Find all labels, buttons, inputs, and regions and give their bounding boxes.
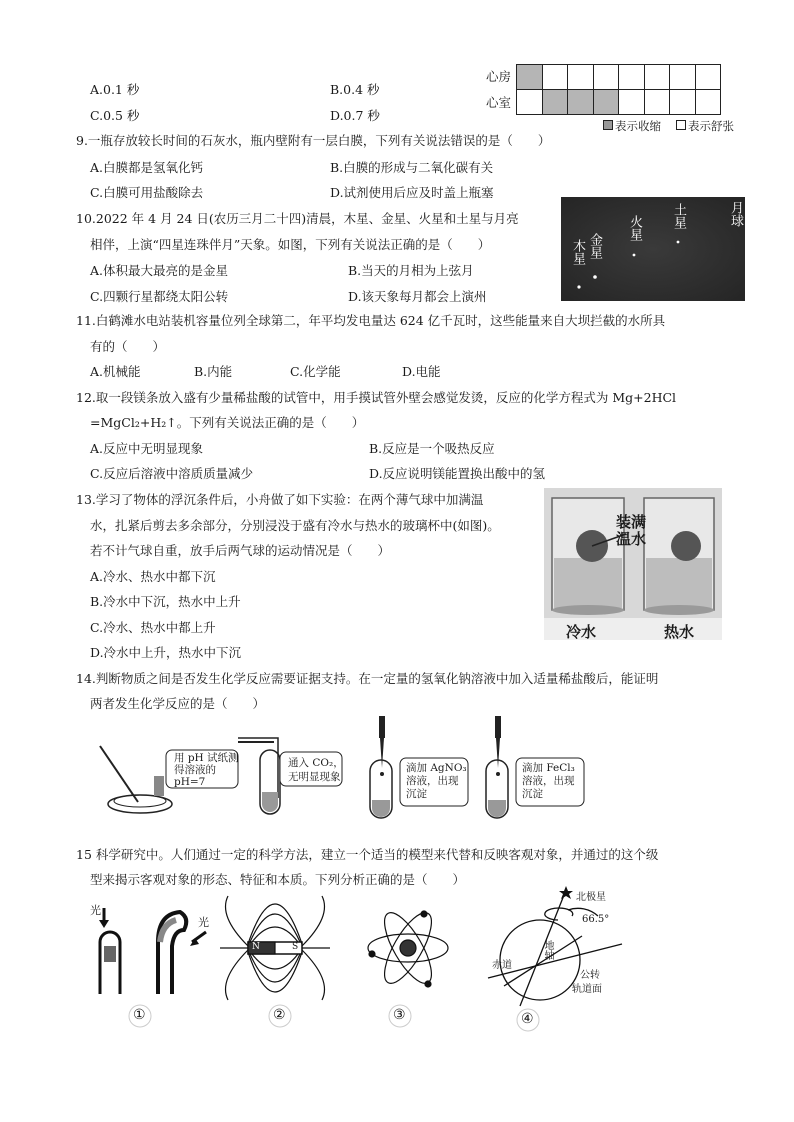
q15-label-orbit1: 公转 xyxy=(580,970,600,981)
heart-cycle-cell xyxy=(669,64,696,90)
q15-num-1: ① xyxy=(133,1007,146,1023)
q10-option-c: C.四颗行星都绕太阳公转 xyxy=(90,289,229,304)
label-mars: 火星 xyxy=(627,215,642,241)
q11-option-b: B.内能 xyxy=(194,364,233,379)
heart-cycle-cell xyxy=(516,89,543,115)
q15-stem-line2: 型来揭示客观对象的形态、特征和本质。下列分析正确的是（ ） xyxy=(90,872,466,887)
q15-models-figure xyxy=(88,884,628,1034)
label-hot-water: 热水 xyxy=(664,623,695,641)
heart-cycle-table xyxy=(516,64,721,114)
heart-cycle-cell xyxy=(644,89,671,115)
q11-stem-line1: 11.白鹤滩水电站装机容量位列全球第二，年平均发电量达 624 亿千瓦时，这些能量来自大坝拦截的水所具 xyxy=(76,313,666,328)
q12-stem-line2: =MgCl₂+H₂↑。下列有关说法正确的是（ ） xyxy=(90,415,365,430)
q15-label-orbit2: 轨道面 xyxy=(572,984,602,995)
q14-box3: 滴加 AgNO₃ 溶液，出现 沉淀 xyxy=(406,762,467,800)
q15-label-magnet-s: S xyxy=(292,942,299,952)
q11-stem-line2: 有的（ ） xyxy=(90,339,166,354)
heart-cycle-cell xyxy=(695,89,722,115)
heart-cycle-cell xyxy=(593,89,620,115)
q15-label-light2: 光 xyxy=(198,916,209,929)
q15-label-equator: 赤道 xyxy=(492,960,512,971)
hot-water-cup xyxy=(644,498,714,615)
q8-option-d: D.0.7 秒 xyxy=(330,108,380,123)
q15-label-axis: 地轴 xyxy=(542,940,553,960)
heart-cycle-cell xyxy=(567,64,594,90)
q12-option-b: B.反应是一个吸热反应 xyxy=(369,441,495,456)
label-cold-water: 冷水 xyxy=(566,623,597,641)
jupiter-dot xyxy=(577,285,580,288)
q12-stem-line1: 12.取一段镁条放入盛有少量稀盐酸的试管中，用手摸试管外壁会感觉发烫，反应的化学方程式为 Mg+2HCl xyxy=(76,390,677,405)
cold-water-cup xyxy=(552,498,624,615)
q10-option-b: B.当天的月相为上弦月 xyxy=(348,263,474,278)
bar-magnet-field xyxy=(220,896,330,1000)
heart-cycle-cell xyxy=(618,89,645,115)
heart-cycle-cell xyxy=(567,89,594,115)
q13-stem-line2: 水，扎紧后剪去多余部分，分别浸没于盛有冷水与热水的玻璃杯中(如图)。 xyxy=(90,518,500,533)
q8-option-b: B.0.4 秒 xyxy=(330,82,380,97)
q15-num-3: ③ xyxy=(393,1007,406,1023)
q13-option-d: D.冷水中上升，热水中下沉 xyxy=(90,645,242,660)
q8-option-a: A.0.1 秒 xyxy=(90,82,140,97)
q13-stem-line3: 若不计气球自重，放手后两气球的运动情况是（ ） xyxy=(90,543,391,558)
saturn-dot xyxy=(677,241,680,244)
q15-num-2: ② xyxy=(273,1007,286,1023)
atom-model xyxy=(368,906,448,989)
q14-box1: 用 pH 试纸测 得溶液的 pH=7 xyxy=(174,752,239,788)
heart-cycle-cell xyxy=(644,64,671,90)
q8-option-c: C.0.5 秒 xyxy=(90,108,140,123)
q9-option-c: C.白膜可用盐酸除去 xyxy=(90,185,204,200)
label-filled-warm-water: 装满温水 xyxy=(616,513,647,548)
q9-option-a: A.白膜都是氢氧化钙 xyxy=(90,160,204,175)
q11-option-d: D.电能 xyxy=(402,364,441,379)
q15-label-angle: 66.5° xyxy=(582,914,610,925)
ph-test-dish xyxy=(100,746,172,813)
q14-stem-line2: 两者发生化学反应的是（ ） xyxy=(90,696,266,711)
label-jupiter: 木星 xyxy=(570,239,585,265)
q14-box4: 滴加 FeCl₃ 溶液，出现 沉淀 xyxy=(522,762,575,800)
q10-option-d: D.该天象每月都会上演州 xyxy=(348,289,487,304)
phototropism-model xyxy=(99,908,206,994)
q14-figure xyxy=(90,712,650,830)
mars-dot xyxy=(633,254,636,257)
q15-label-light1: 光 xyxy=(90,904,101,917)
label-saturn: 土星 xyxy=(671,203,686,229)
q11-option-a: A.机械能 xyxy=(90,364,141,379)
heart-cycle-cell xyxy=(542,89,569,115)
heart-cycle-cell xyxy=(669,89,696,115)
heart-table-atrium-label: 心房 xyxy=(486,69,512,84)
q12-option-c: C.反应后溶液中溶质质量减少 xyxy=(90,466,254,481)
legend-contract: 表示收缩 xyxy=(603,118,661,134)
q12-option-a: A.反应中无明显现象 xyxy=(90,441,204,456)
planets-photo xyxy=(561,197,745,301)
heart-cycle-cell xyxy=(593,64,620,90)
co2-test-tube xyxy=(238,738,280,814)
balloon-hot xyxy=(671,531,701,561)
q9-stem: 9.一瓶存放较长时间的石灰水，瓶内壁附有一层白膜，下列有关说法错误的是（ ） xyxy=(76,133,551,148)
heart-cycle-cell xyxy=(618,64,645,90)
q15-num-4: ④ xyxy=(521,1011,534,1027)
label-moon: 月球 xyxy=(728,201,743,227)
heart-cycle-cell xyxy=(516,64,543,90)
heart-table-ventricle-label: 心室 xyxy=(486,95,512,110)
q13-option-b: B.冷水中下沉，热水中上升 xyxy=(90,594,241,609)
q14-box2: 通入 CO₂， 无明显现象 xyxy=(288,757,344,783)
legend-shaded-square-icon xyxy=(603,120,613,130)
agno3-dropper xyxy=(370,716,392,818)
q14-stem-line1: 14.判断物质之间是否发生化学反应需要证据支持。在一定量的氢氧化钠溶液中加入适量稀盐酸后，能证明 xyxy=(76,671,659,686)
legend-relax: 表示舒张 xyxy=(676,118,734,134)
q9-option-b: B.白膜的形成与二氧化碳有关 xyxy=(330,160,494,175)
q15-stem-line1: 15 科学研究中。人们通过一定的科学方法，建立一个适当的模型来代替和反映客观对象，并通过的这个级 xyxy=(76,847,659,862)
fecl3-dropper xyxy=(486,716,508,818)
q11-option-c: C.化学能 xyxy=(290,364,341,379)
q10-option-a: A.体积最大最亮的是金星 xyxy=(90,263,229,278)
q9-option-d: D.试剂使用后应及时盖上瓶塞 xyxy=(330,185,494,200)
q15-label-magnet-n: N xyxy=(252,942,260,952)
legend-empty-square-icon xyxy=(676,120,686,130)
q13-option-c: C.冷水、热水中都上升 xyxy=(90,620,216,635)
polaris-star-icon xyxy=(559,886,573,899)
label-venus: 金星 xyxy=(587,233,602,259)
venus-dot xyxy=(593,275,597,279)
q13-option-a: A.冷水、热水中都下沉 xyxy=(90,569,216,584)
q10-stem-line2: 相伴，上演“四星连珠伴月”天象。如图，下列有关说法正确的是（ ） xyxy=(90,237,491,252)
q10-stem-line1: 10.2022 年 4 月 24 日(农历三月二十四)清晨，木星、金星、火星和土星与月亮 xyxy=(76,211,519,226)
q13-stem-line1: 13.学习了物体的浮沉条件后，小舟做了如下实验：在两个薄气球中加满温 xyxy=(76,492,484,507)
q12-option-d: D.反应说明镁能置换出酸中的氢 xyxy=(369,466,546,481)
heart-cycle-cell xyxy=(542,64,569,90)
heart-cycle-cell xyxy=(695,64,722,90)
balloon-experiment-photo xyxy=(544,488,722,640)
q15-label-polaris: 北极星 xyxy=(576,892,606,903)
